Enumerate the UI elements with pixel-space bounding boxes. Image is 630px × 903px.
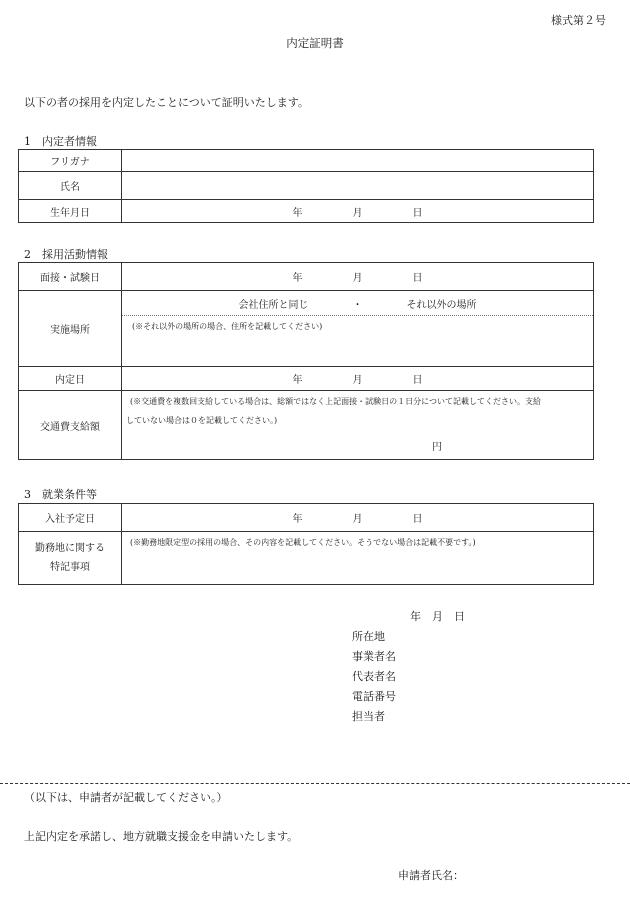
birthdate-label: 生年月日 xyxy=(19,200,122,223)
location-other-option[interactable]: それ以外の場所 xyxy=(406,299,477,311)
furigana-label: フリガナ xyxy=(19,150,122,172)
location-note: (※それ以外の場所の場合、住所を記載してください) xyxy=(132,322,323,331)
workplace-label xyxy=(19,532,122,585)
furigana-field[interactable] xyxy=(122,150,594,172)
section3-heading: 3 就業条件等 xyxy=(24,488,97,501)
location-same-option[interactable]: 会社住所と同じ xyxy=(238,299,309,311)
day-label: 日 xyxy=(412,207,423,219)
location-separator: ・ xyxy=(352,299,363,311)
page-title: 内定証明書 xyxy=(286,36,344,50)
yen-label: 円 xyxy=(432,442,442,453)
employment-terms-table xyxy=(18,503,594,585)
day-label: 日 xyxy=(412,514,423,525)
workplace-note: (※勤務地限定型の採用の場合、その内容を記載してください。そうでない場合は記載不要です。) xyxy=(130,538,476,547)
cut-line xyxy=(0,783,630,784)
issue-date: 年 月 日 xyxy=(410,610,465,623)
location-field[interactable] xyxy=(122,291,594,367)
phone-label: 電話番号 xyxy=(352,690,396,703)
workplace-field[interactable] xyxy=(122,532,594,585)
day-label: 日 xyxy=(412,273,423,284)
applicant-info-table xyxy=(18,149,594,223)
offer-date-label: 内定日 xyxy=(19,367,122,391)
day-label: 日 xyxy=(412,375,423,386)
transport-field[interactable] xyxy=(122,391,594,460)
birthdate-field[interactable] xyxy=(122,200,594,223)
name-label: 氏名 xyxy=(19,172,122,200)
transport-note-1: (※交通費を複数回支給している場合は、総額ではなく上記面接・試験日の１日分について記載してください。支給 xyxy=(130,397,541,406)
address-label: 所在地 xyxy=(352,630,385,643)
location-label: 実施場所 xyxy=(19,291,122,367)
name-field[interactable] xyxy=(122,172,594,200)
month-label: 月 xyxy=(352,514,363,525)
workplace-label-line2: 特記事項 xyxy=(50,562,90,573)
applicant-statement: 上記内定を承諾し、地方就職支援金を申請いたします。 xyxy=(24,830,299,843)
year-label: 年 xyxy=(292,375,303,386)
year-label: 年 xyxy=(292,514,303,525)
offer-date-field[interactable] xyxy=(122,367,594,391)
month-label: 月 xyxy=(352,207,363,219)
applicant-note: （以下は、申請者が記載してください。） xyxy=(24,791,228,804)
start-date-field[interactable] xyxy=(122,504,594,532)
section2-heading: 2 採用活動情報 xyxy=(24,248,108,261)
month-label: 月 xyxy=(352,273,363,284)
company-label: 事業者名 xyxy=(352,650,396,663)
transport-label: 交通費支給額 xyxy=(19,391,122,460)
applicant-name-label: 申請者氏名： xyxy=(398,869,464,882)
recruitment-info-table xyxy=(18,262,594,460)
transport-note-2: していない場合は０を記載してください。) xyxy=(126,416,278,425)
intro-text: 以下の者の採用を内定したことについて証明いたします。 xyxy=(24,96,309,109)
month-label: 月 xyxy=(352,375,363,386)
form-number: 様式第２号 xyxy=(551,14,606,27)
interview-date-label: 面接・試験日 xyxy=(19,263,122,291)
workplace-label-line1: 勤務地に関する xyxy=(35,543,105,554)
year-label: 年 xyxy=(292,273,303,284)
start-date-label: 入社予定日 xyxy=(19,504,122,532)
year-label: 年 xyxy=(292,207,303,219)
section1-heading: 1 内定者情報 xyxy=(24,135,97,148)
contact-label: 担当者 xyxy=(352,710,385,723)
representative-label: 代表者名 xyxy=(352,670,396,683)
interview-date-field[interactable] xyxy=(122,263,594,291)
